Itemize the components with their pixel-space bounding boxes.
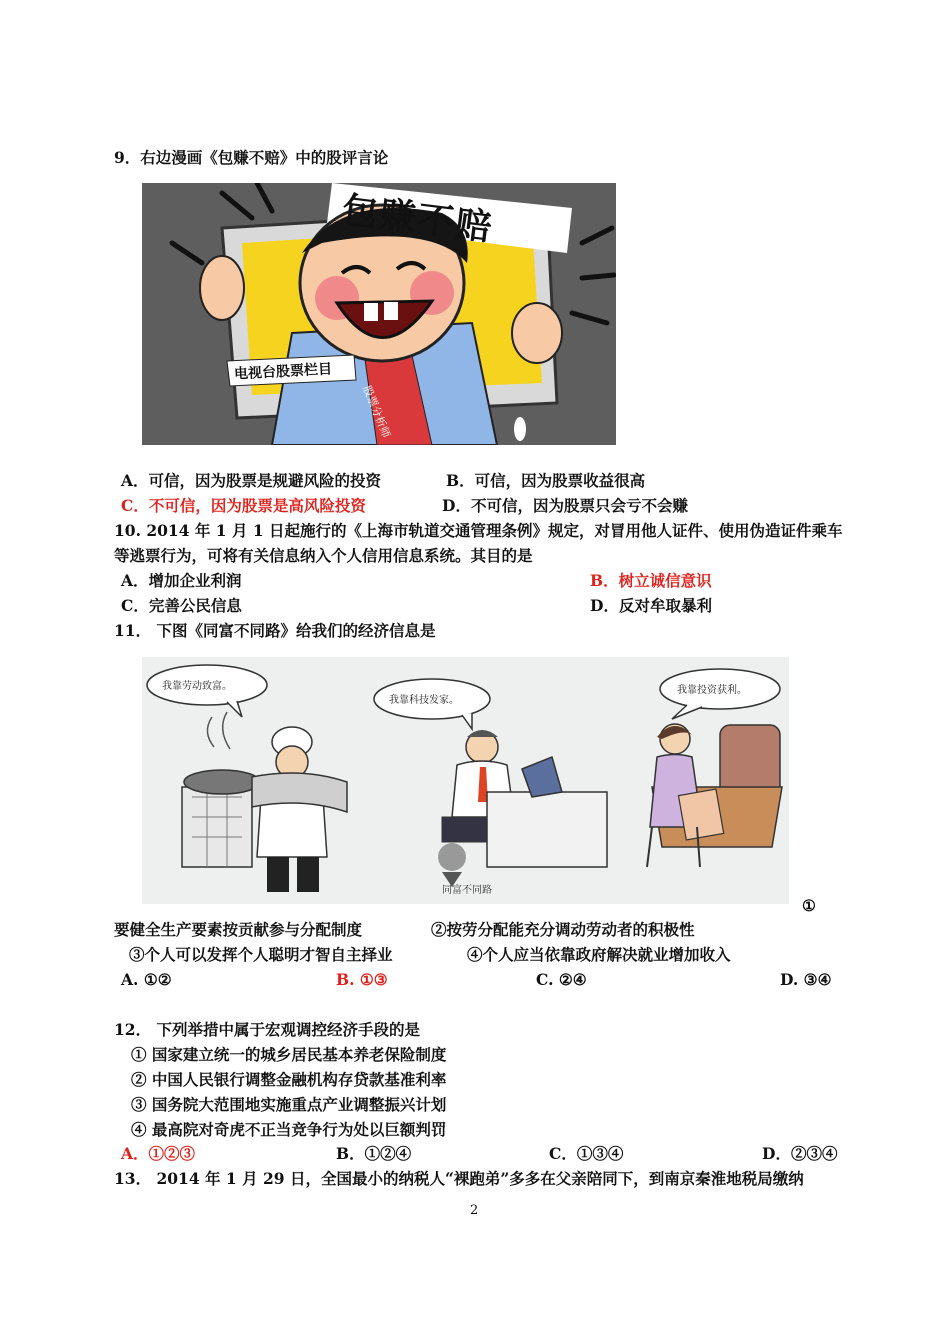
cartoon-banner-text: 包赚不赔 [339,189,496,250]
q11-option-d[interactable]: D. ③④ [780,970,832,989]
q11-stem: 11． 下图《同富不同路》给我们的经济信息是 [114,621,436,640]
q9-stem: 9．右边漫画《包赚不赔》中的股评言论 [114,148,389,167]
cartoon-caption: 同富不同路 [442,885,492,896]
tv-label-text: 电视台股票栏目 [233,361,333,383]
q12-statement-4: ④ 最高院对奇虎不正当竞争行为处以巨额判罚 [131,1120,447,1139]
bubble-invest-text: 我靠投资获利。 [677,685,747,696]
q12-option-a[interactable]: A．①②③ [121,1144,196,1163]
q11-statement-2: ②按劳分配能充分调动劳动者的积极性 [431,920,695,939]
q9-option-d[interactable]: D．不可信，因为股票只会亏不会赚 [442,496,688,515]
q9-option-c[interactable]: C．不可信，因为股票是高风险投资 [121,496,366,515]
q10-stem-line2: 等逃票行为，可将有关信息纳入个人信用信息系统。其目的是 [114,546,533,565]
q11-option-b[interactable]: B. ①③ [336,970,388,989]
q11-option-a[interactable]: A. ①② [121,970,172,989]
q12-statement-1: ① 国家建立统一的城乡居民基本养老保险制度 [131,1045,447,1064]
q10-option-b[interactable]: B．树立诚信意识 [590,571,712,590]
q10-option-c[interactable]: C．完善公民信息 [121,596,242,615]
q11-statement-3: ③个人可以发挥个人聪明才智自主择业 [129,945,393,964]
q10-stem-line1: 10. 2014 年 1 月 1 日起施行的《上海市轨道交通管理条例》规定，对冒用他人证件、使用伪造证件乘车 [114,521,843,540]
q12-option-b[interactable]: B．①②④ [336,1144,412,1163]
q13-stem: 13． 2014 年 1 月 29 日，全国最小的纳税人“裸跑弟”多多在父亲陪同下，到南京秦淮地税局缴纳 [114,1169,804,1188]
q12-option-c[interactable]: C．①③④ [549,1144,624,1163]
q10-option-d[interactable]: D．反对牟取暴利 [590,596,712,615]
q9-option-b[interactable]: B．可信，因为股票收益很高 [446,471,646,490]
bubble-labor-text: 我靠劳动致富。 [162,681,232,692]
q11-option-c[interactable]: C. ②④ [536,970,587,989]
q11-marker: ① [802,896,816,915]
q10-option-a[interactable]: A．增加企业利润 [121,571,242,590]
q9-option-a[interactable]: A．可信，因为股票是规避风险的投资 [121,471,382,490]
q12-stem: 12． 下列举措中属于宏观调控经济手段的是 [114,1020,420,1039]
q12-statement-3: ③ 国务院大范围地实施重点产业调整振兴计划 [131,1095,447,1114]
q11-statement-4: ④个人应当依靠政府解决就业增加收入 [467,945,731,964]
q11-statement-1: 要健全生产要素按贡献参与分配制度 [114,920,363,939]
page-number: 2 [470,1203,479,1218]
cartoon-same-wealth-different-paths [142,657,789,904]
q12-statement-2: ② 中国人民银行调整金融机构存贷款基准利率 [131,1070,447,1089]
q12-option-d[interactable]: D．②③④ [762,1144,838,1163]
cartoon-guaranteed-profit [142,183,616,445]
sash-text: 股票分析师 [360,383,393,440]
bubble-tech-text: 我靠科技发家。 [389,695,459,706]
